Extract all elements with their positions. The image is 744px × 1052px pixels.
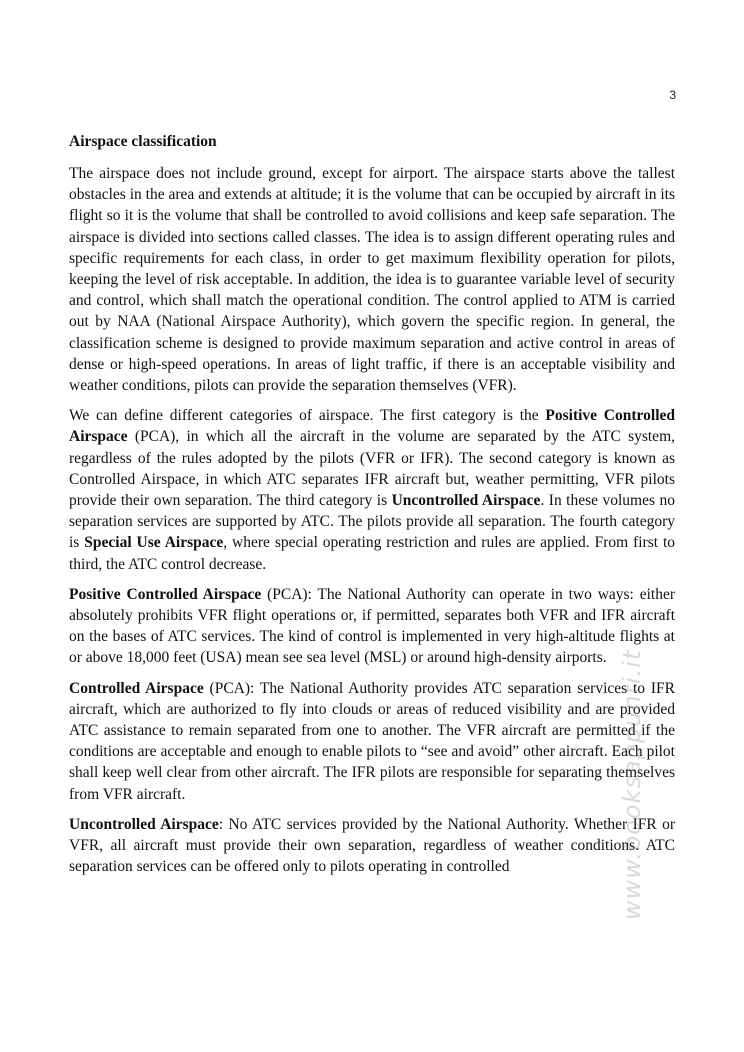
term-controlled-airspace: Controlled Airspace bbox=[69, 679, 204, 697]
term-uncontrolled-airspace: Uncontrolled Airspace bbox=[391, 492, 541, 510]
document-body bbox=[69, 131, 675, 887]
term-positive-controlled-airspace: Positive Controlled Airspace bbox=[69, 407, 675, 446]
paragraph-categories bbox=[69, 405, 675, 575]
term-uncontrolled-airspace: Uncontrolled Airspace bbox=[69, 815, 219, 833]
paragraph-pca bbox=[69, 584, 675, 669]
section-heading: Airspace classification bbox=[69, 133, 217, 150]
page-number: 3 bbox=[669, 88, 676, 102]
text-run: . In these volumes no separation services are supported by ATC. The pilots provide all separation. The fourth category is bbox=[69, 492, 676, 552]
text-run: We can define different categories of airspace. The first category is the bbox=[69, 407, 546, 425]
paragraph-intro: The airspace does not include ground, except for airport. The airspace starts above the tallest obstacles in the area and extends at altitude; it is the volume that can be occupied by aircraft in its flight so it is the volume that shall be controlled to avoid collisions and keep safe separation. The airspace is divided into sections called classes. The idea is to assign different operating rules and specific requirements for each class, in order to get maximum flexibility operation for pilots, keeping the level of risk acceptable. In addition, the idea is to guarantee variable level of security and control, which shall match the operational condition. The control applied to ATM is carried out by NAA (National Airspace Authority), which govern the specific region. In general, the classification scheme is designed to provide maximum separation and active control in areas of dense or high-speed operations. In areas of light traffic, if there is an acceptable visibility and weather conditions, pilots can provide the separation themselves (VFR). bbox=[69, 165, 675, 395]
term-positive-controlled-airspace: Positive Controlled Airspace bbox=[69, 585, 262, 603]
text-run: (PCA), in which all the aircraft in the volume are separated by the ATC system, regardless of the rules adopted by the pilots (VFR or IFR). The second category is known as Controlled Airspace, in which ATC separates IFR aircraft but, weather permitting, VFR pilots provide their own separation. The third category is bbox=[69, 428, 675, 510]
text-run: (PCA): The National Authority provides ATC separation services to IFR aircraft, which are authorized to fly into clouds or areas of reduced visibility and are provided ATC assistance to remain separated from one to another. The VFR aircraft are permitted if the conditions are acceptable and enough to enable pilots to “see and avoid” other aircraft. Each pilot shall keep well clear from other aircraft. The IFR pilots are responsible for separating themselves from VFR aircraft. bbox=[69, 679, 676, 803]
text-run: , where special operating restriction and rules are applied. From first to third, the ATC control decrease. bbox=[69, 534, 676, 573]
text-run: (PCA): The National Authority can operate in two ways: either absolutely prohibits VFR flight operations or, if permitted, separates both VFR and IFR aircraft on the bases of ATC services. The kind of control is implemented in very high-altitude flights at or above 18,000 feet (USA) mean see sea level (MSL) or around high-density airports. bbox=[69, 585, 675, 667]
term-special-use-airspace: Special Use Airspace bbox=[84, 534, 224, 552]
text-run: : No ATC services provided by the National Authority. Whether IFR or VFR, all aircraft must provide their own separation, regardless of weather conditions. ATC separation services can be offered only to pilots operating in controlled bbox=[69, 815, 676, 876]
paragraph-controlled bbox=[69, 678, 675, 805]
paragraph-uncontrolled bbox=[69, 814, 675, 878]
watermark-text: www.booksappunti.it bbox=[618, 649, 646, 920]
